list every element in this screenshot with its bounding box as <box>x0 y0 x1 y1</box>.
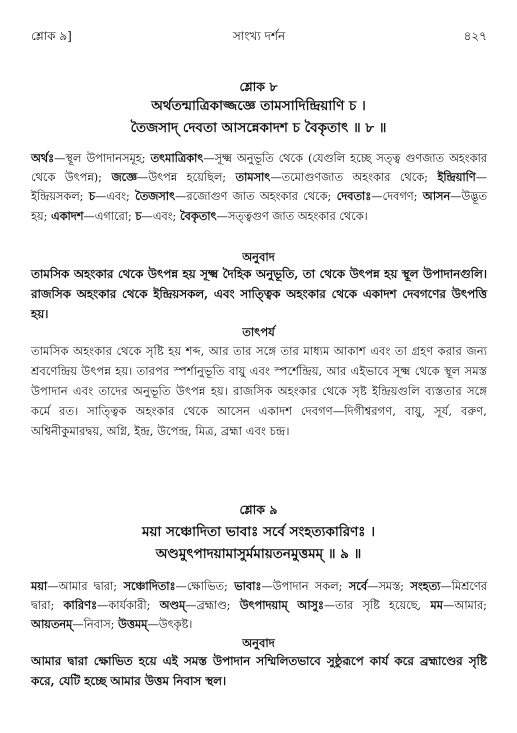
verse-8-purport: তামসিক অহংকার থেকে সৃষ্টি হয় শব্দ, আর তার সঙ্গে তার মাধ্যম আকাশ এবং তা গ্রহণ করার জন্য শ্রবণেন্দ্রিয় উৎপন্ন হয়। তারপর স্পর্শানুভূতি বায়ু এবং স্পর্শেন্দ্রিয়, আর এইভাবে সূক্ষ্ম থেকে স্থূল সমস্ত উপাদান এবং তাদের অনুভূতি উৎপন্ন হয়। রাজসিক অহংকার থেকে সৃষ্ট ইন্দ্রিয়গুলি ব্যস্ততার সঙ্গে কর্মে রত। সাত্ত্বিক অহংকার থেকে আসেন একাদশ দেবগণ—দিগীশ্বরগণ, বায়ু, সূর্য, বরুণ, অশ্বিনীকুমারদ্বয়, অগ্নি, ইন্দ্র, উপেন্দ্র, মিত্র, ব্রহ্মা এবং চন্দ্র। <box>31 344 487 438</box>
synonym-word: অণ্ডম্‌ <box>159 598 186 613</box>
synonym-meaning: —আমার দ্বারা; <box>47 580 124 593</box>
synonym-word: মম <box>430 598 443 613</box>
synonym-meaning: —উদ্ভূত হয়; <box>31 190 487 223</box>
synonym-word: চ <box>135 208 142 223</box>
synonym-word: দেবতাঃ <box>336 189 372 204</box>
synonym-meaning: —উৎকৃষ্ট। <box>147 618 193 632</box>
synonym-meaning: —উৎপন্ন হয়েছিল; <box>136 171 236 185</box>
synonym-word: কারিণঃ <box>63 598 97 613</box>
synonym-word: অর্থঃ <box>31 151 55 165</box>
synonym-meaning: —ক্ষোভিত; <box>175 580 235 593</box>
synonym-meaning: —ইন্দ্রিয়সকল; <box>31 171 487 204</box>
synonym-meaning: —মিশ্রণের দ্বারা; <box>31 580 487 613</box>
synonym-word: আয়তনম্‌ <box>31 617 73 632</box>
synonym-meaning: —সূক্ষ্ম অনুভূতি থেকে (যেগুলি হচ্ছে সত্ত্ব গুণজাত অহংকার থেকে উৎপন্ন); <box>31 152 487 185</box>
verse-9-line-1: ময়া সঞ্চোদিতা ভাবাঃ সর্বে সংহত্যকারিণঃ । <box>141 524 376 540</box>
synonym-meaning: —এগারো; <box>83 209 136 223</box>
verse-9-text <box>0 521 517 565</box>
synonym-meaning: —স্থূল উপাদানসমূহ; <box>54 152 151 165</box>
synonym-word: আসন <box>422 189 451 204</box>
verse-8-synonyms <box>31 149 487 226</box>
verse-8-heading: শ্লোক ৮ <box>239 79 278 94</box>
verse-9-translation-heading: অনুবাদ <box>242 636 275 650</box>
synonym-word: ময়া <box>31 579 48 593</box>
verse-9-synonyms <box>31 577 487 635</box>
synonym-word: চ <box>88 189 95 204</box>
synonym-word: সংহত্য <box>410 579 441 593</box>
synonym-meaning: —এবং; <box>94 190 136 204</box>
synonym-word: জজ্ঞে <box>111 170 137 185</box>
synonym-meaning: —উপাদান সকল; <box>261 580 349 593</box>
synonym-meaning: —সমস্ত; <box>367 580 411 593</box>
synonym-word: ভাবাঃ <box>234 579 262 593</box>
synonym-word: একাদশ <box>51 208 84 223</box>
verse-8-line-1: অর্থতন্মাত্রিকাজ্জজ্ঞে তামসাদিন্দ্রিয়াণি চ । <box>151 98 366 114</box>
synonym-meaning: —রজোগুণ জাত অহংকার থেকে; <box>175 190 337 204</box>
synonym-word: সর্বে <box>348 579 368 593</box>
synonym-meaning: —ব্রহ্মাণ্ড; <box>185 599 240 613</box>
synonym-word: ইন্দ্রিয়াণি <box>437 170 476 185</box>
synonym-meaning: —এবং; <box>141 209 180 223</box>
synonym-word: বৈকৃতাৎ <box>179 208 217 223</box>
verse-8-text <box>0 95 517 139</box>
verse-8-translation-heading: অনুবাদ <box>242 250 275 264</box>
synonym-word: সঞ্চোদিতাঃ <box>123 579 176 593</box>
verse-9-line-2: অণ্ডমুৎপাদয়ামাসুর্মমায়তনমুত্তমম্‌ ॥ ৯ ॥ <box>155 546 362 562</box>
synonym-meaning: —তমোগুণজাত অহংকার থেকে; <box>270 171 438 185</box>
synonym-meaning: —সত্ত্বগুণ জাত অহংকার থেকে। <box>216 209 368 223</box>
synonym-meaning: —কার্যকারী; <box>97 599 160 613</box>
verse-8-line-2: তৈজসাদ্‌ দেবতা আসন্নেকাদশ চ বৈকৃতাৎ ॥ ৮ ॥ <box>130 120 387 136</box>
header-chapter-title: সাংখ্য দর্শন <box>232 29 286 43</box>
verse-8-translation: তামসিক অহংকার থেকে উৎপন্ন হয় সূক্ষ্ম দৈহিক অনুভূতি, তা থেকে উৎপন্ন হয় স্থূল উপাদানগুলি। রাজসিক অহংকার থেকে ইন্দ্রিয়সকল, এবং সাত্ত্বিক অহংকার থেকে একাদশ দেবগণের উৎপত্তি হয়। <box>31 267 487 321</box>
synonym-word: তামসাৎ <box>235 170 271 185</box>
synonym-word: তৈজসাৎ <box>135 189 176 204</box>
page-number: ৪২৭ <box>463 29 487 43</box>
synonym-meaning: —আমার; <box>442 599 487 613</box>
synonym-meaning: —নিবাস; <box>72 618 119 632</box>
verse-8-purport-heading: তাৎপর্য <box>242 325 275 339</box>
synonym-word: তৎমাত্রিকাৎ <box>150 151 204 165</box>
running-header <box>31 28 487 46</box>
verse-9-heading: শ্লোক ৯ <box>239 502 278 517</box>
synonym-meaning: —তার সৃষ্টি হয়েছে, <box>323 599 431 613</box>
synonym-word: উত্তমম্‌ <box>118 617 148 632</box>
verse-9-translation: আমার দ্বারা ক্ষোভিত হয়ে এই সমস্ত উপাদান সম্মিলিতভাবে সুষ্ঠুরূপে কার্য করে ব্রহ্মাণ্ডের সৃষ্টি করে, যেটি হচ্ছে আমার উত্তম নিবাস স্থল। <box>31 654 487 688</box>
synonym-word: উৎপাদয়াম্‌ আসুঃ <box>239 598 324 613</box>
header-verse-ref: শ্লোক ৯] <box>31 29 72 43</box>
synonym-meaning: —দেবগণ; <box>371 190 423 204</box>
